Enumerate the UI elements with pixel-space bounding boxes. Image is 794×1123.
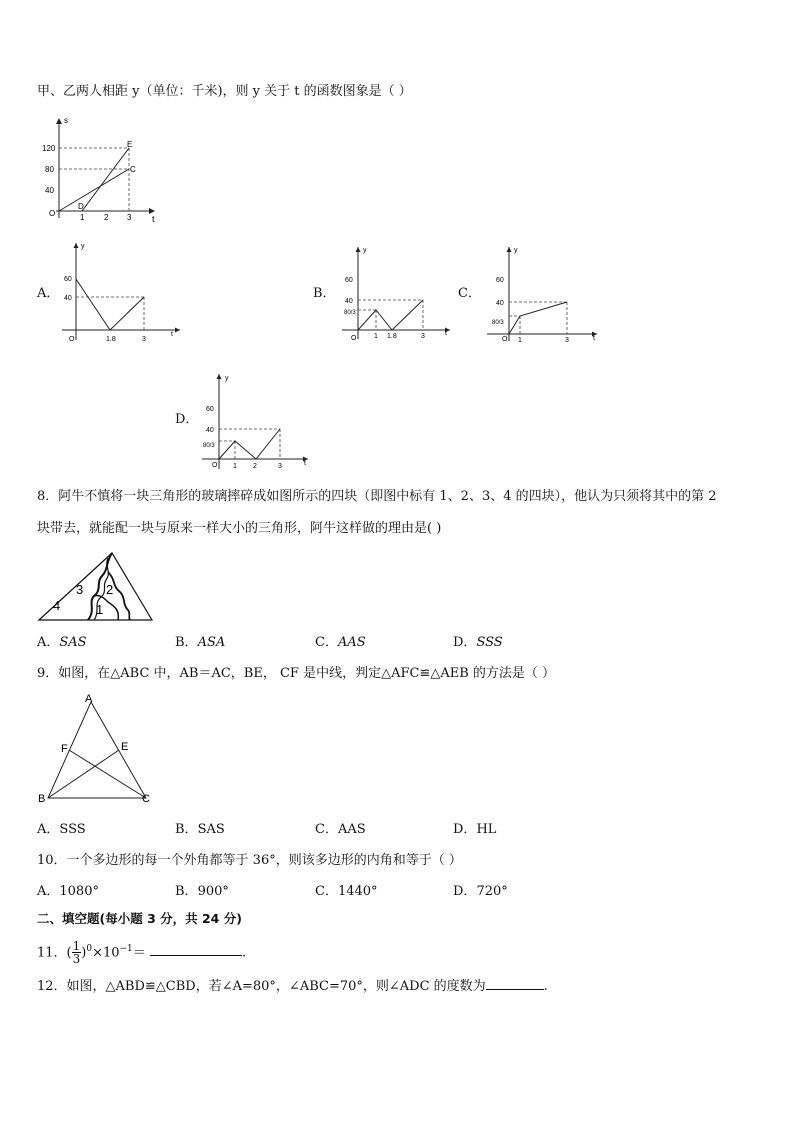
svg-text:C: C (142, 793, 150, 805)
svg-text:3: 3 (421, 333, 425, 340)
svg-text:40: 40 (64, 295, 72, 302)
q7-option-c-graph[interactable] (485, 244, 603, 342)
q9-option-a[interactable]: A．SSS (37, 822, 86, 837)
svg-text:t: t (445, 330, 447, 337)
svg-text:F: F (61, 743, 68, 755)
q11-fraction: $\frac{1}{3}$ (72, 939, 81, 967)
svg-text:80/3: 80/3 (344, 310, 356, 316)
point-label: D (78, 202, 84, 211)
y-axis-label: s (64, 116, 68, 125)
svg-text:3: 3 (142, 336, 146, 343)
q7-main-graph (36, 114, 161, 226)
svg-text:60: 60 (206, 406, 214, 413)
q10-option-c[interactable]: C．1440° (315, 884, 378, 899)
svg-text:t: t (171, 331, 173, 338)
point-label: C (130, 165, 136, 174)
graph-line (509, 302, 567, 334)
q10-option-b[interactable]: B．900° (175, 884, 229, 899)
svg-text:1: 1 (96, 602, 104, 617)
svg-text:A: A (85, 693, 93, 705)
q8-option-c[interactable]: C．AAS (315, 635, 366, 650)
svg-text:3: 3 (76, 582, 84, 597)
x-tick: 3 (127, 213, 132, 222)
q7-option-a-graph[interactable] (58, 240, 183, 345)
q9-stem: 9．如图，在△ABC 中，AB＝AC，BE， CF 是中线，判定△AFC≌△AEB 的方法是（ ） (37, 666, 556, 681)
line-OC (59, 169, 129, 211)
svg-text:1.8: 1.8 (387, 333, 397, 340)
svg-text:B: B (38, 793, 46, 805)
svg-text:O: O (69, 336, 75, 343)
svg-text:y: y (81, 243, 85, 250)
svg-text:1: 1 (374, 333, 378, 340)
q12-stem: 12．如图，△ABD≌△CBD，若∠A=80°，∠ABC=70°，则∠ADC 的度数为 . (37, 979, 548, 994)
svg-text:O: O (212, 462, 218, 469)
svg-text:4: 4 (53, 598, 61, 613)
q7-stem: 甲、乙两人相距 y（单位：千米)，则 y 关于 t 的函数图象是（ ） (37, 84, 412, 99)
svg-text:O: O (351, 335, 357, 342)
q11-expression: 11．( $\frac{1}{3}$ )$^0\times 10^{-1}=$ . (37, 939, 247, 967)
x-tick: 1 (80, 213, 85, 222)
q9-triangle-figure (34, 692, 159, 807)
svg-text:40: 40 (206, 427, 214, 434)
svg-text:y: y (363, 247, 367, 254)
q9-option-b[interactable]: B．SAS (175, 822, 225, 837)
q7-option-d-letter[interactable]: D． (175, 412, 199, 427)
svg-text:2: 2 (106, 582, 114, 597)
svg-text:1: 1 (518, 337, 522, 342)
svg-text:1: 1 (233, 463, 237, 470)
q10-stem: 10．一个多边形的每一个外角都等于 36°，则该多边形的内角和等于（ ） (37, 853, 462, 868)
origin-label: O (49, 209, 56, 218)
q7-option-b-graph[interactable] (336, 244, 454, 342)
svg-text:y: y (225, 375, 229, 382)
svg-text:2: 2 (253, 463, 257, 470)
svg-text:y: y (514, 247, 518, 254)
svg-text:60: 60 (64, 276, 72, 283)
line-DE (82, 148, 129, 211)
y-tick: 120 (42, 144, 56, 153)
svg-text:t: t (304, 460, 306, 467)
q10-option-a[interactable]: A．1080° (37, 884, 99, 899)
svg-text:80/3: 80/3 (492, 320, 504, 326)
x-axis-label: t (152, 214, 155, 224)
svg-text:3: 3 (278, 463, 282, 470)
q7-option-d-graph[interactable] (198, 371, 313, 471)
section-2-heading: 二、填空题(每小题 3 分，共 24 分) (37, 911, 242, 926)
q11-answer-blank[interactable] (150, 943, 242, 956)
svg-text:80/3: 80/3 (203, 443, 215, 449)
svg-text:60: 60 (345, 277, 353, 284)
svg-text:40: 40 (345, 298, 353, 305)
svg-text:t: t (593, 335, 595, 342)
q7-option-c-letter[interactable]: C． (458, 286, 481, 301)
x-tick: 2 (104, 213, 109, 222)
q9-option-c[interactable]: C．AAS (315, 822, 366, 837)
q8-broken-triangle-figure (36, 550, 156, 624)
svg-text:40: 40 (496, 300, 504, 307)
q7-option-a-letter[interactable]: A． (37, 286, 60, 301)
q12-answer-blank[interactable] (486, 977, 544, 990)
q8-option-b[interactable]: B．ASA (175, 635, 226, 650)
q7-option-b-letter[interactable]: B． (313, 286, 336, 301)
point-label: E (127, 140, 133, 149)
svg-text:1.8: 1.8 (106, 336, 116, 343)
q8-stem-line2: 块带去，就能配一块与原来一样大小的三角形，阿牛这样做的理由是( ) (37, 521, 442, 536)
graph-line (358, 300, 423, 330)
svg-text:O: O (502, 336, 508, 342)
q8-option-d[interactable]: D．SSS (453, 635, 503, 650)
q10-option-d[interactable]: D．720° (453, 884, 508, 899)
y-tick: 40 (45, 186, 54, 195)
graph-line (76, 279, 144, 330)
q8-option-a[interactable]: A．SAS (37, 635, 87, 650)
q9-option-d[interactable]: D．HL (453, 822, 497, 837)
svg-text:E: E (121, 741, 129, 753)
graph-line (219, 429, 280, 459)
svg-text:60: 60 (496, 277, 504, 284)
y-tick: 80 (45, 165, 54, 174)
svg-text:3: 3 (565, 337, 569, 342)
q8-stem-line1: 8．阿牛不慎将一块三角形的玻璃摔碎成如图所示的四块（即图中标有 1、2、3、4 的四块），他认为只须将其中的第 2 (37, 489, 717, 504)
